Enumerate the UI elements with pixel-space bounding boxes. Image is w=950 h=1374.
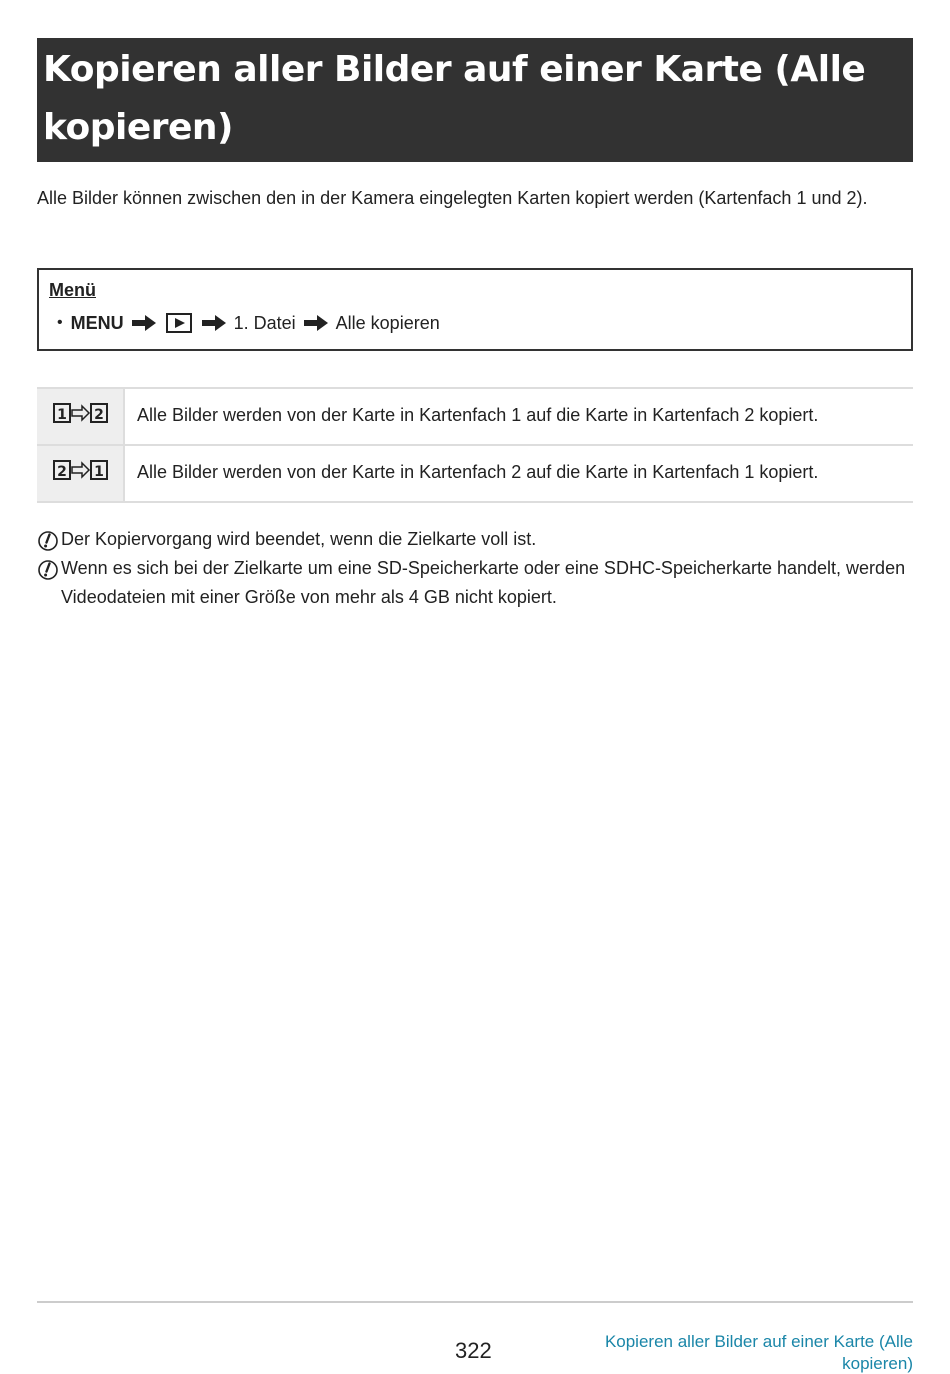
copy-1-to-2-icon (53, 402, 109, 424)
table-row (37, 389, 913, 446)
note-text: Wenn es sich bei der Zielkarte um eine SD-Speicherkarte oder eine SDHC-Speicherkarte handelt, werden Videodateien mit einer Größe von mehr als 4 GB nicht kopiert. (61, 558, 906, 607)
arrow-right-icon (202, 315, 226, 331)
svg-text:2: 2 (94, 407, 104, 423)
note-text: Der Kopiervorgang wird beendet, wenn die Zielkarte voll ist. (61, 529, 537, 549)
svg-text:2: 2 (57, 464, 67, 480)
intro-paragraph: Alle Bilder können zwischen den in der Kamera eingelegten Karten kopiert werden (Kartenfach 1 und 2). (37, 188, 868, 208)
svg-text:1: 1 (94, 464, 104, 480)
menu-item: 1. Datei (233, 313, 296, 333)
table-text-cell: Alle Bilder werden von der Karte in Kartenfach 2 auf die Karte in Kartenfach 1 kopiert. (137, 462, 819, 482)
note-item (37, 554, 913, 612)
page-number: 322 (455, 1338, 492, 1363)
caution-icon (37, 530, 59, 552)
page-title-bar (37, 38, 913, 162)
copy-options-table (37, 387, 913, 503)
arrow-right-icon (304, 315, 328, 331)
bullet: • (57, 314, 63, 331)
arrow-right-icon (132, 315, 156, 331)
footer-section-link[interactable]: Kopieren aller Bilder auf einer Karte (Alle kopieren) (604, 1332, 913, 1373)
menu-entry: Alle kopieren (335, 313, 440, 333)
table-icon-cell (37, 446, 125, 501)
table-row (37, 446, 913, 503)
footer-divider (37, 1301, 913, 1303)
notes-list (37, 525, 913, 612)
copy-2-to-1-icon (53, 459, 109, 481)
menu-path (57, 310, 440, 336)
svg-text:1: 1 (57, 407, 67, 423)
table-text-cell: Alle Bilder werden von der Karte in Kartenfach 1 auf die Karte in Kartenfach 2 kopiert. (137, 405, 819, 425)
table-icon-cell (37, 389, 125, 444)
menu-path-box (37, 268, 913, 351)
playback-icon (166, 313, 192, 333)
page-title: Kopieren aller Bilder auf einer Karte (Alle kopieren) (43, 49, 866, 148)
menu-root: MENU (70, 313, 124, 333)
menu-heading: Menü (49, 280, 96, 300)
note-item (37, 525, 913, 554)
caution-icon (37, 559, 59, 581)
